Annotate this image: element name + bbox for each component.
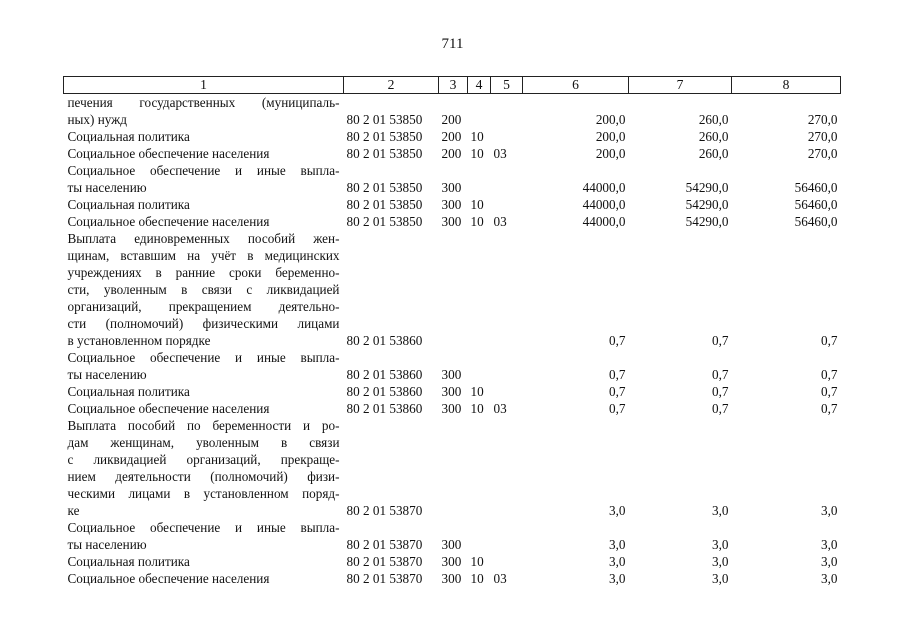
row-subsection — [491, 519, 523, 553]
row-amount-col8: 3,0 — [821, 571, 838, 586]
row-amount-col6: 0,7 — [609, 401, 626, 416]
row-amount-col8: 270,0 — [807, 112, 838, 127]
row-name-line: ты населению — [67, 180, 147, 195]
row-name — [64, 400, 344, 417]
row-amount-col7: 0,7 — [712, 401, 729, 416]
row-name — [64, 553, 344, 570]
row-name-line: Социальное обеспечение и иные выпла- — [67, 163, 340, 178]
row-subsection: 03 — [493, 401, 507, 416]
column-header-1: 1 — [64, 77, 344, 94]
row-section: 10 — [470, 197, 484, 212]
row-subsection — [491, 230, 523, 349]
row-amount-col8: 0,7 — [821, 384, 838, 399]
row-amount-col6: 3,0 — [609, 537, 626, 552]
row-name-line: ты населению — [67, 367, 147, 382]
table-row — [64, 162, 841, 196]
row-name-line: печения государственных (муниципаль- — [67, 95, 340, 110]
row-amount-col8: 3,0 — [821, 503, 838, 518]
row-amount-col8: 3,0 — [821, 537, 838, 552]
row-amount-col6: 3,0 — [609, 554, 626, 569]
row-expense-type: 300 — [441, 197, 462, 212]
row-section: 10 — [470, 571, 484, 586]
row-code: 80 2 01 53870 — [346, 571, 423, 586]
row-section — [468, 519, 491, 553]
row-expense-type: 300 — [441, 571, 462, 586]
table-row — [64, 349, 841, 383]
row-amount-col6: 44000,0 — [582, 214, 626, 229]
row-code: 80 2 01 53850 — [346, 146, 423, 161]
row-name-line: Социальное обеспечение и иные выпла- — [67, 520, 340, 535]
row-amount-col7: 260,0 — [698, 129, 729, 144]
column-header-5: 5 — [491, 77, 523, 94]
row-code: 80 2 01 53870 — [346, 537, 423, 552]
row-code: 80 2 01 53870 — [346, 503, 423, 518]
table-row — [64, 213, 841, 230]
row-name-line: ных) нужд — [67, 112, 127, 127]
row-name — [64, 349, 344, 383]
table-row — [64, 417, 841, 519]
row-name-line: щинам, вставшим на учёт в медицинских — [67, 248, 340, 263]
row-amount-col8: 0,7 — [821, 401, 838, 416]
row-name-line: Выплата пособий по беременности и ро- — [67, 418, 340, 433]
row-expense-type: 200 — [441, 146, 462, 161]
column-header-7: 7 — [629, 77, 732, 94]
row-amount-col7: 54290,0 — [685, 197, 729, 212]
row-section — [468, 94, 491, 129]
table-row — [64, 230, 841, 349]
table-row — [64, 145, 841, 162]
row-section: 10 — [470, 554, 484, 569]
table-body — [64, 94, 841, 588]
row-name-line: Социальная политика — [67, 197, 190, 212]
row-amount-col6: 3,0 — [609, 571, 626, 586]
row-amount-col6: 3,0 — [609, 503, 626, 518]
row-amount-col8: 270,0 — [807, 129, 838, 144]
row-expense-type: 200 — [441, 129, 462, 144]
row-name-line: Социальное обеспечение и иные выпла- — [67, 350, 340, 365]
row-code: 80 2 01 53850 — [346, 112, 423, 127]
row-code: 80 2 01 53870 — [346, 554, 423, 569]
column-header-4: 4 — [468, 77, 491, 94]
row-amount-col6: 44000,0 — [582, 180, 626, 195]
row-amount-col7: 54290,0 — [685, 214, 729, 229]
row-amount-col8: 270,0 — [807, 146, 838, 161]
row-subsection — [491, 196, 523, 213]
row-name-line: ческими лицами в установленном поряд- — [67, 486, 340, 501]
row-name-line: организаций, прекращением деятельно- — [67, 299, 340, 314]
row-name-line: Социальное обеспечение населения — [67, 146, 270, 161]
row-amount-col6: 0,7 — [609, 384, 626, 399]
row-expense-type: 300 — [441, 367, 462, 382]
table-row — [64, 94, 841, 129]
row-amount-col8: 0,7 — [821, 333, 838, 348]
row-section — [468, 162, 491, 196]
row-amount-col6: 0,7 — [609, 333, 626, 348]
row-name-line: сти, уволенным в связи с ликвидацией — [67, 282, 340, 297]
row-expense-type: 300 — [441, 554, 462, 569]
row-code: 80 2 01 53850 — [346, 214, 423, 229]
row-subsection: 03 — [493, 571, 507, 586]
row-amount-col7: 0,7 — [712, 367, 729, 382]
table-row — [64, 400, 841, 417]
row-name — [64, 383, 344, 400]
row-amount-col6: 0,7 — [609, 367, 626, 382]
row-expense-type: 300 — [441, 537, 462, 552]
row-amount-col7: 3,0 — [712, 554, 729, 569]
row-name — [64, 519, 344, 553]
row-code: 80 2 01 53850 — [346, 197, 423, 212]
row-amount-col8: 3,0 — [821, 554, 838, 569]
row-code: 80 2 01 53860 — [346, 367, 423, 382]
row-name-line: Социальная политика — [67, 384, 190, 399]
row-subsection — [491, 553, 523, 570]
row-amount-col7: 3,0 — [712, 571, 729, 586]
row-name-line: в установленном порядке — [67, 333, 211, 348]
row-section: 10 — [470, 146, 484, 161]
row-amount-col7: 3,0 — [712, 537, 729, 552]
row-amount-col8: 0,7 — [821, 367, 838, 382]
row-section: 10 — [470, 401, 484, 416]
row-section — [468, 417, 491, 519]
row-expense-type: 300 — [441, 180, 462, 195]
row-section: 10 — [470, 384, 484, 399]
row-name-line: Выплата единовременных пособий жен- — [67, 231, 340, 246]
row-amount-col7: 0,7 — [712, 384, 729, 399]
row-expense-type: 300 — [441, 384, 462, 399]
column-header-3: 3 — [439, 77, 468, 94]
row-amount-col8: 56460,0 — [794, 180, 838, 195]
row-amount-col7: 260,0 — [698, 146, 729, 161]
row-name — [64, 128, 344, 145]
row-expense-type: 300 — [441, 214, 462, 229]
row-section: 10 — [470, 129, 484, 144]
row-section — [468, 349, 491, 383]
row-code: 80 2 01 53860 — [346, 333, 423, 348]
row-name — [64, 94, 344, 129]
row-subsection — [491, 162, 523, 196]
row-code: 80 2 01 53850 — [346, 129, 423, 144]
row-amount-col8: 56460,0 — [794, 197, 838, 212]
row-code: 80 2 01 53860 — [346, 384, 423, 399]
row-subsection — [491, 349, 523, 383]
row-expense-type: 300 — [441, 401, 462, 416]
row-name-line: нием деятельности (полномочий) физи- — [67, 469, 340, 484]
row-expense-type — [439, 230, 468, 349]
table-row — [64, 519, 841, 553]
table-row — [64, 553, 841, 570]
column-header-8: 8 — [732, 77, 841, 94]
row-code: 80 2 01 53850 — [346, 180, 423, 195]
row-amount-col8: 56460,0 — [794, 214, 838, 229]
table-row — [64, 570, 841, 587]
row-name — [64, 417, 344, 519]
table-row — [64, 383, 841, 400]
row-amount-col7: 260,0 — [698, 112, 729, 127]
row-name — [64, 145, 344, 162]
row-name-line: ке — [67, 503, 80, 518]
row-amount-col7: 0,7 — [712, 333, 729, 348]
row-name — [64, 196, 344, 213]
row-name — [64, 570, 344, 587]
row-amount-col7: 3,0 — [712, 503, 729, 518]
row-expense-type — [439, 417, 468, 519]
row-amount-col7: 54290,0 — [685, 180, 729, 195]
page-number: 711 — [441, 36, 464, 52]
row-name — [64, 162, 344, 196]
table-row — [64, 196, 841, 213]
row-name-line: сти (полномочий) физическими лицами — [67, 316, 340, 331]
row-name-line: Социальная политика — [67, 554, 190, 569]
row-subsection — [491, 94, 523, 129]
row-name-line: Социальное обеспечение населения — [67, 571, 270, 586]
row-amount-col6: 200,0 — [595, 129, 626, 144]
row-name-line: учреждениях в ранние сроки беременно- — [67, 265, 340, 280]
table-row — [64, 128, 841, 145]
row-section: 10 — [470, 214, 484, 229]
row-name-line: Социальная политика — [67, 129, 190, 144]
row-name — [64, 213, 344, 230]
row-amount-col6: 200,0 — [595, 146, 626, 161]
row-name — [64, 230, 344, 349]
column-header-2: 2 — [344, 77, 439, 94]
row-amount-col6: 200,0 — [595, 112, 626, 127]
row-subsection — [491, 417, 523, 519]
row-name-line: Социальное обеспечение населения — [67, 214, 270, 229]
budget-table — [63, 76, 841, 587]
row-expense-type: 200 — [441, 112, 462, 127]
row-amount-col6: 44000,0 — [582, 197, 626, 212]
row-subsection — [491, 383, 523, 400]
row-name-line: дам женщинам, уволенным в связи — [67, 435, 340, 450]
row-subsection — [491, 128, 523, 145]
column-number-header — [64, 77, 841, 94]
row-subsection: 03 — [493, 146, 507, 161]
row-code: 80 2 01 53860 — [346, 401, 423, 416]
row-name-line: Социальное обеспечение населения — [67, 401, 270, 416]
row-name-line: с ликвидацией организаций, прекраще- — [67, 452, 340, 467]
column-header-6: 6 — [523, 77, 629, 94]
row-name-line: ты населению — [67, 537, 147, 552]
row-subsection: 03 — [493, 214, 507, 229]
row-section — [468, 230, 491, 349]
